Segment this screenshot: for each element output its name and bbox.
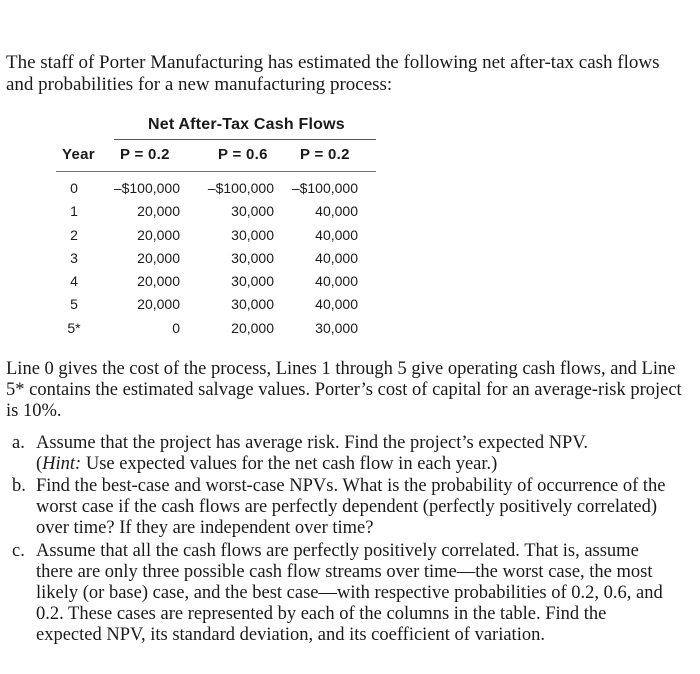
intro-text: The staff of Porter Manufacturing has estimated the following net after-tax cash flows and probabilities for a new manufacturing process:	[6, 52, 660, 95]
table-cell: 20,000	[137, 296, 180, 313]
p3-column	[282, 177, 358, 340]
question-text: Find the best-case and worst-case NPVs. What is the probability of occurrence of the worst case if the cash flows are perfectly dependent (perfectly positively correlated) over time? If they are independent over time?	[36, 476, 666, 538]
question-text: Assume that all the cash flows are perfectly positively correlated. That is, assume there are only three possible cash flow streams over time—the worst case, the most likely (or base) case, and the best case—with respective probabilities of 0.2, 0.6, and 0.2. These cases are represented by each of the columns in the table. Find the expected NPV, its standard deviation, and its coefficient of variation.	[36, 541, 663, 645]
table-title: Net After-Tax Cash Flows	[148, 116, 345, 133]
table-cell: 1	[70, 203, 78, 220]
question-text: Assume that the project has average risk. Find the project’s expected NPV.	[36, 433, 588, 453]
header-p1: P = 0.2	[120, 146, 170, 163]
table-cell: 3	[70, 249, 78, 266]
question-letter: a.	[12, 433, 25, 453]
table-cell: 0	[70, 180, 78, 196]
description-paragraph: Line 0 gives the cost of the process, Lines 1 through 5 give operating cash flows, and Line 5* contains the estimated salvage values. Porter’s cost of capital for an average-risk project is 10%.	[6, 359, 682, 421]
question-b	[12, 476, 672, 539]
table-cell: 30,000	[231, 249, 274, 266]
table-cell: 40,000	[315, 273, 358, 290]
header-rule	[56, 171, 376, 172]
table-cell: 40,000	[315, 296, 358, 313]
table-cell: –$100,000	[291, 180, 358, 196]
table-cell: 30,000	[231, 226, 274, 243]
table-cell: 40,000	[315, 249, 358, 266]
table-cell: 40,000	[315, 203, 358, 220]
question-letter: c.	[12, 541, 25, 561]
header-p2: P = 0.6	[218, 146, 268, 163]
table-cell: 30,000	[231, 296, 274, 313]
table-cell: 20,000	[137, 226, 180, 243]
p2-column	[186, 177, 274, 340]
table-cell: –$100,000	[207, 180, 274, 196]
question-c	[12, 541, 672, 646]
table-cell: 20,000	[231, 319, 274, 336]
table-cell: 30,000	[315, 319, 358, 336]
table-cell: 30,000	[231, 273, 274, 290]
year-column	[56, 177, 92, 340]
table-cell: 2	[70, 226, 78, 243]
table-cell: 4	[70, 273, 78, 290]
table-title-rule	[114, 139, 376, 140]
hint-text: Use expected values for the net cash flow in each year.)	[85, 454, 498, 474]
question-letter: b.	[12, 476, 26, 496]
question-a: a. Assume that the project has average risk. Find the project’s expected NPV. (Hint: Use expected values for the net cash flow in each year.)	[12, 433, 588, 474]
table-cell: 40,000	[315, 226, 358, 243]
header-p3: P = 0.2	[300, 146, 350, 163]
table-cell: –$100,000	[113, 180, 180, 196]
table-cell: 20,000	[137, 203, 180, 220]
table-cell: 30,000	[231, 203, 274, 220]
table-cell: 20,000	[137, 273, 180, 290]
table-cell: 20,000	[137, 249, 180, 266]
hint-label: Hint:	[42, 454, 82, 474]
table-cell: 5*	[67, 319, 81, 336]
p1-column	[100, 177, 180, 340]
table-cell: 5	[70, 296, 78, 313]
table-cell: 0	[172, 319, 180, 336]
header-year: Year	[62, 146, 95, 163]
